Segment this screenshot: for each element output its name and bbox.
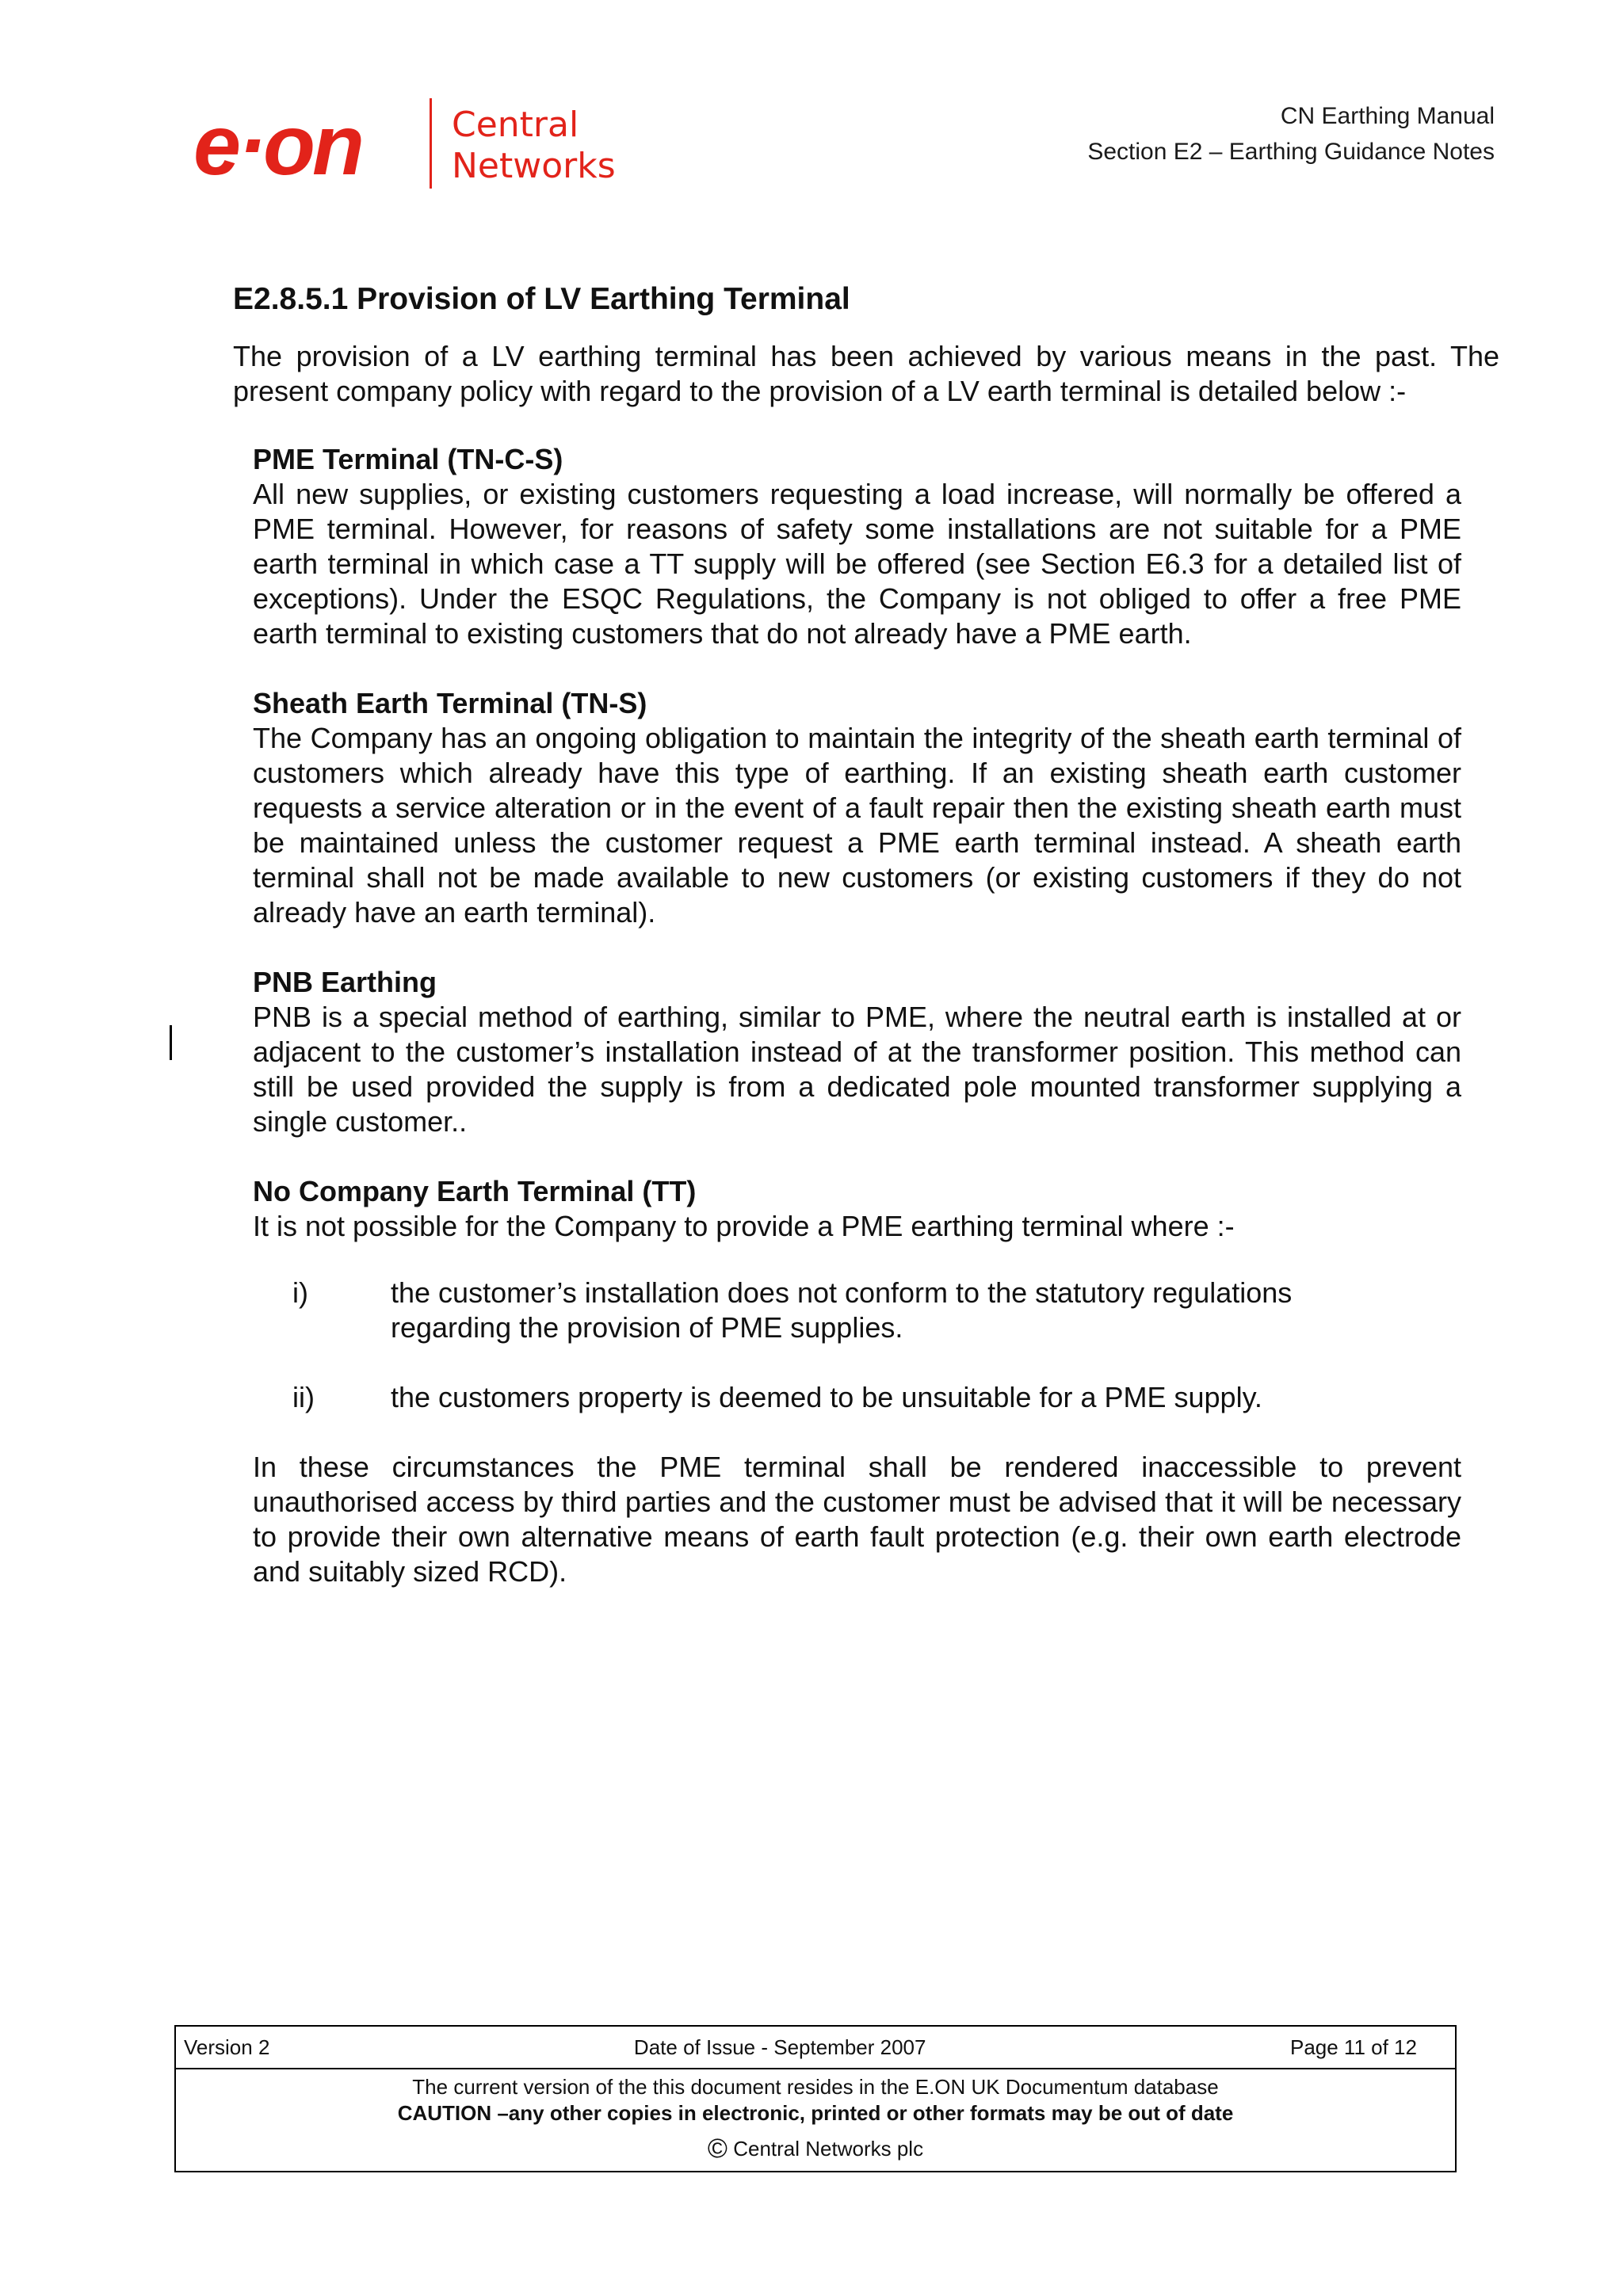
tt-closing: In these circumstances the PME terminal shall be rendered inaccessible to prevent unauthorised access by third parties and the customer must be advised that it will be necessary to provide their own alternative means of earth fault protection (e.g. their own earth electrode and suitably sized RCD). [253, 1451, 1461, 1588]
logo-divider [430, 98, 432, 189]
revision-change-bar [170, 1025, 172, 1060]
list-item-text: the customers property is deemed to be unsuitable for a PME supply. [391, 1381, 1262, 1413]
pnb-body: PNB is a special method of earthing, similar to PME, where the neutral earth is installed at or adjacent to the customer’s installation instead of at the transformer position. This method can still be used provided the supply is from a dedicated pole mounted transformer supplying a single customer.. [253, 1001, 1461, 1138]
list-item [253, 1380, 1461, 1415]
sheath-title: Sheath Earth Terminal (TN-S) [253, 687, 647, 719]
exceptions-list [253, 1276, 1461, 1415]
manual-title: CN Earthing Manual [1280, 103, 1495, 129]
list-item-number: i) [292, 1276, 308, 1309]
logo-line2: Networks [452, 146, 616, 186]
company-logo [190, 95, 618, 198]
footer-note: The current version of the this document resides in the E.ON UK Documentum database [412, 2075, 1219, 2099]
sheath-body: The Company has an ongoing obligation to maintain the integrity of the sheath earth terminal of customers which already have this type of earthing. If an existing sheath earth customer requests a service alteration or in the event of a fault repair then the existing sheath earth must be maintained unless the customer request a PME earth terminal instead. A sheath earth terminal shall not be made available to new customers (or existing customers if they do not already have an earth terminal). [253, 722, 1461, 929]
list-item [253, 1276, 1461, 1345]
pme-body: All new supplies, or existing customers requesting a load increase, will normally be offered a PME terminal. However, for reasons of safety some installations are not suitable for a PME earth terminal in which case a TT supply will be offered (see Section E6.3 for a detailed list of exceptions). Under the ESQC Regulations, the Company is not obliged to offer a free PME earth terminal to existing customers that do not already have a PME earth. [253, 478, 1461, 650]
logo-line1: Central [452, 105, 579, 145]
footer-meta-row [176, 2027, 1455, 2069]
section-title: Section E2 – Earthing Guidance Notes [1087, 139, 1495, 165]
copyright-icon: © [707, 2134, 727, 2164]
tt-section [253, 1174, 1461, 1589]
pnb-section [253, 965, 1461, 1139]
document-header [1087, 98, 1495, 170]
pme-title: PME Terminal (TN-C-S) [253, 443, 563, 475]
footer-caution: CAUTION –any other copies in electronic, printed or other formats may be out of date [397, 2101, 1234, 2125]
pme-section [253, 442, 1461, 651]
tt-title: No Company Earth Terminal (TT) [253, 1175, 697, 1207]
footer-version: Version 2 [184, 2035, 270, 2059]
list-item-text: the customer’s installation does not conform to the statutory regulations regarding the provision of PME supplies. [391, 1276, 1293, 1344]
intro-paragraph: The provision of a LV earthing terminal has been achieved by various means in the past. The present company policy with regard to the provision of a LV earth terminal is detailed below :- [233, 340, 1499, 407]
footer-copyright-text: Central Networks plc [733, 2137, 924, 2161]
logo-brand: e·on [193, 97, 361, 193]
sheath-section [253, 686, 1461, 930]
footer-page: Page 11 of 12 [1289, 2035, 1417, 2059]
tt-body: It is not possible for the Company to provide a PME earthing terminal where :- [253, 1210, 1235, 1242]
footer-copyright [184, 2133, 1447, 2164]
list-item-number: ii) [292, 1381, 315, 1413]
section-heading: E2.8.5.1 Provision of LV Earthing Terminal [233, 282, 850, 316]
footer-notice [176, 2069, 1455, 2171]
pnb-title: PNB Earthing [253, 966, 437, 998]
main-content [233, 271, 1499, 1624]
document-footer [174, 2025, 1457, 2172]
footer-date: Date of Issue - September 2007 [633, 2035, 926, 2059]
